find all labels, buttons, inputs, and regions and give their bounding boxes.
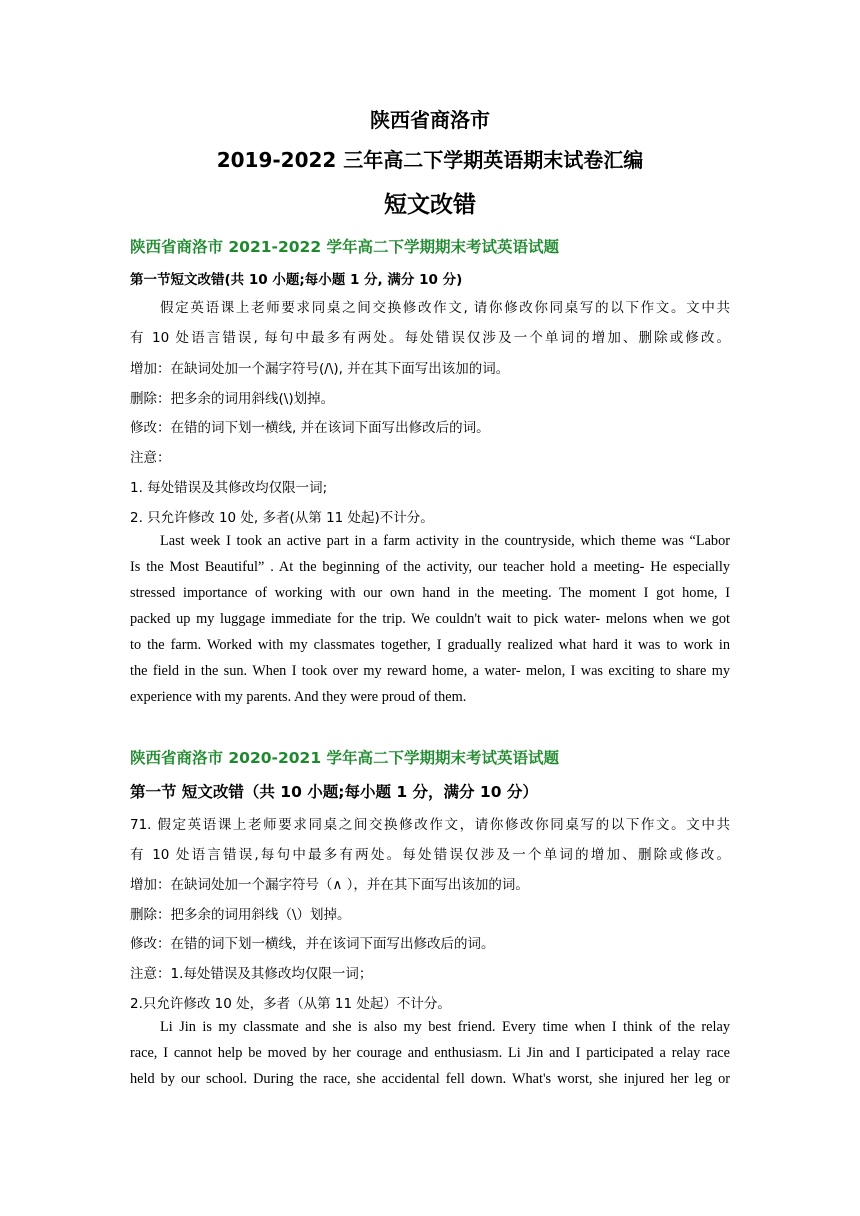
passage-line: the field in the sun. When I took over my reward home, a water- melon, I was exciting to share my [130,663,730,679]
note-item: 2. 只允许修改 10 处, 多者(从第 11 处起)不计分。 [130,510,434,526]
instruction-modify: 修改：在错的词下划一横线，并在该词下面写出修改后的词。 [130,936,495,952]
note-item: 注意：1.每处错误及其修改均仅限一词； [130,966,373,982]
note-label: 注意： [130,450,171,466]
passage-line: Last week I took an active part in a farm activity in the countryside, which theme was “Labor [160,533,730,549]
passage-line: race, I cannot help be moved by her courage and enthusiasm. Li Jin and I participated a relay race [130,1045,730,1061]
instruction-delete: 删除：把多余的词用斜线(\)划掉。 [130,391,335,407]
passage-line: held by our school. During the race, she accidental fell down. What's worst, she injured her leg or [130,1071,730,1087]
section-heading-2022: 陕西省商洛市 2021-2022 学年高二下学期期末考试英语试题 [130,238,560,256]
passage-line: Li Jin is my classmate and she is also my best friend. Every time when I think of the relay [160,1019,730,1035]
instruction-delete: 删除：把多余的词用斜线（\）划掉。 [130,907,351,923]
passage-line: to the farm. Worked with my classmates together, I gradually realized what hard it was to work in [130,637,730,653]
instruction-line: 假定英语课上老师要求同桌之间交换修改作文, 请你修改你同桌写的以下作文。文中共 [160,300,730,316]
doc-title-collection: 2019-2022 三年高二下学期英语期末试卷汇编 [216,148,644,172]
doc-title-topic: 短文改错 [384,192,476,218]
note-item: 2.只允许修改 10 处，多者（从第 11 处起）不计分。 [130,996,451,1012]
instruction-add: 增加：在缺词处加一个漏字符号（∧ ），并在其下面写出该加的词。 [130,877,529,893]
passage-line: packed up my luggage immediate for the trip. We couldn't wait to pick water- melons when we got [130,611,730,627]
part-title-2021: 第一节 短文改错（共 10 小题;每小题 1 分，满分 10 分） [130,783,538,801]
passage-line: Is the Most Beautiful” . At the beginning of the activity, our teacher hold a meeting- He especially [130,559,730,575]
part-title-2022: 第一节短文改错(共 10 小题;每小题 1 分, 满分 10 分) [130,272,463,288]
instruction-line: 71. 假定英语课上老师要求同桌之间交换修改作文，请你修改你同桌写的以下作文。文中共 [130,817,730,833]
passage-line: stressed importance of working with our own hand in the meeting. The moment I got home, I [130,585,730,601]
instruction-add: 增加：在缺词处加一个漏字符号(/\), 并在其下面写出该加的词。 [130,361,510,377]
note-item: 1. 每处错误及其修改均仅限一词; [130,480,328,496]
instruction-line: 有 10 处语言错误, 每句中最多有两处。每处错误仅涉及一个单词的增加、删除或修改。 [130,330,730,346]
passage-line: experience with my parents. And they were proud of them. [130,689,467,705]
doc-title-region: 陕西省商洛市 [370,108,490,132]
section-heading-2021: 陕西省商洛市 2020-2021 学年高二下学期期末考试英语试题 [130,749,560,767]
instruction-line: 有 10 处语言错误,每句中最多有两处。每处错误仅涉及一个单词的增加、删除或修改。 [130,847,730,863]
instruction-modify: 修改：在错的词下划一横线, 并在该词下面写出修改后的词。 [130,420,490,436]
